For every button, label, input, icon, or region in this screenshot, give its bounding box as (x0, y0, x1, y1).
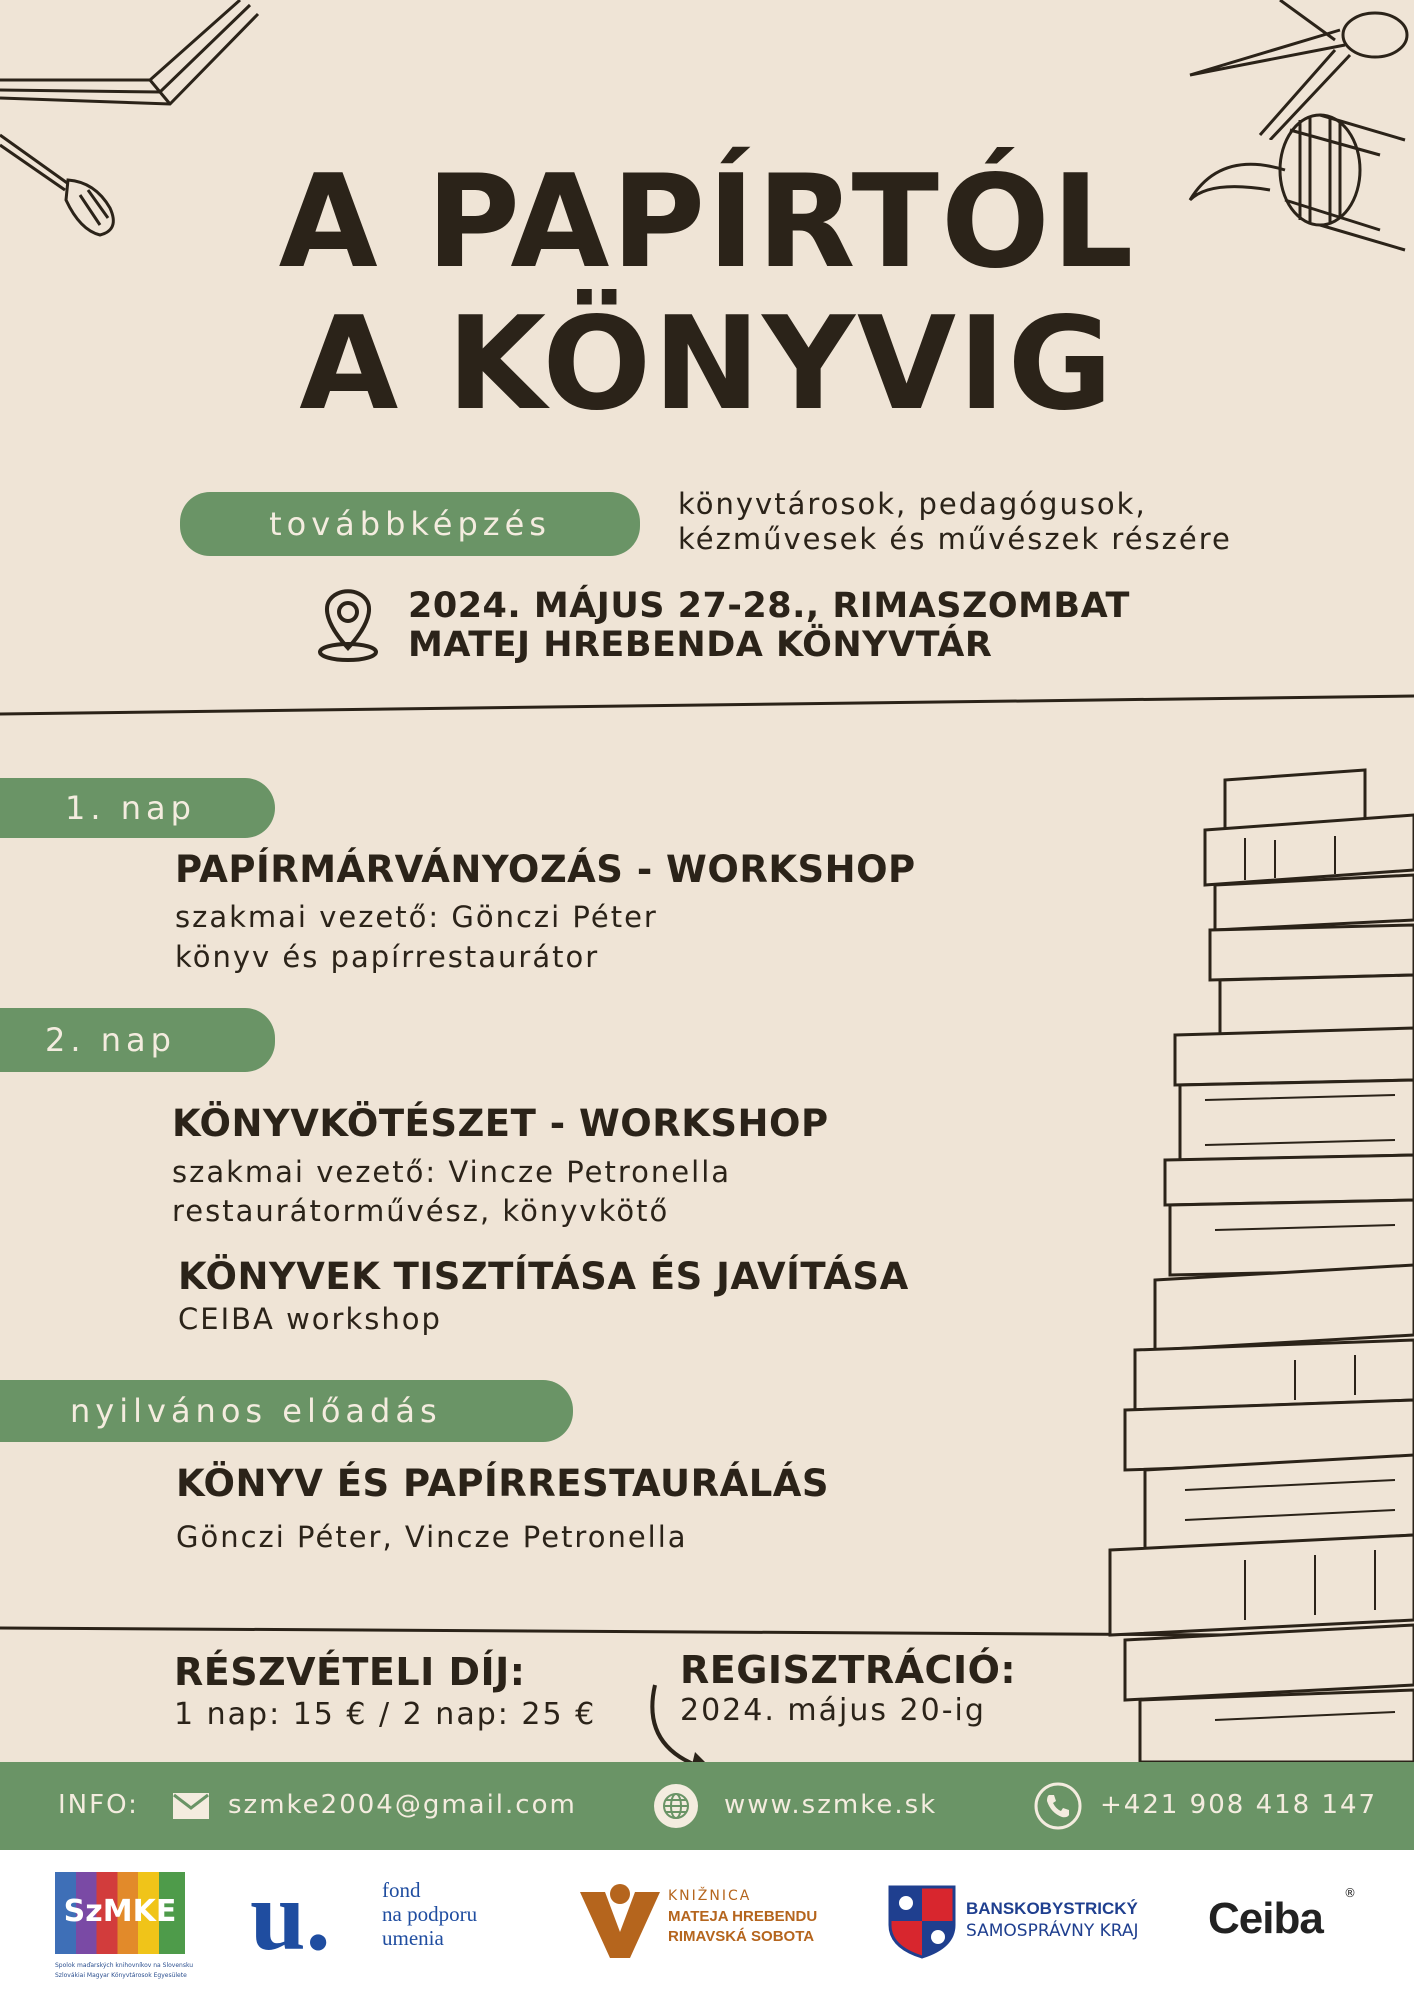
bbsk-logo (888, 1885, 1158, 1960)
location-pin-icon (315, 588, 381, 664)
day2-badge (0, 1008, 275, 1072)
lecture-badge (0, 1380, 573, 1442)
phone-icon (1034, 1782, 1082, 1830)
szmke-logo-small2: Szlovákiai Magyar Könyvtárosok Egyesülete (55, 1972, 187, 1979)
globe-icon (652, 1782, 700, 1830)
fpu-logo-mark: u. (250, 1860, 331, 1971)
szmke-logo-text: SzMKE (63, 1894, 177, 1929)
book-stack-illustration (1095, 760, 1414, 1762)
info-label: INFO: (58, 1790, 139, 1820)
day1-badge (0, 778, 275, 838)
audience-line1: könyvtárosok, pedagógusok, (678, 487, 1147, 521)
lecture-label: nyilvános előadás (70, 1392, 442, 1430)
day1-leader: szakmai vezető: Gönczi Péter (175, 900, 658, 934)
fpu-logo-line2: na podporu (382, 1902, 478, 1926)
fpu-logo-line1: fond (382, 1878, 421, 1902)
library-logo-line2: MATEJA HREBENDU (668, 1908, 818, 1925)
info-phone[interactable]: +421 908 418 147 (1100, 1790, 1378, 1820)
day2-leader: szakmai vezető: Vincze Petronella (172, 1155, 732, 1189)
day1-label: 1. nap (65, 789, 196, 827)
ceiba-logo-registered: ® (1344, 1886, 1356, 1900)
szmke-logo (55, 1872, 194, 1992)
sponsor-logos (0, 1850, 1414, 2000)
info-bar (0, 1762, 1414, 1850)
info-email[interactable]: szmke2004@gmail.com (228, 1790, 577, 1820)
library-logo-line3: RIMAVSKÁ SOBOTA (668, 1928, 815, 1945)
registration-value: 2024. május 20-ig (680, 1693, 986, 1728)
email-icon (172, 1792, 210, 1820)
page-title-line2: A KÖNYVIG (299, 290, 1115, 439)
day2-workshop-title: KÖNYVKÖTÉSZET - WORKSHOP (172, 1102, 829, 1145)
course-type-badge (180, 492, 640, 556)
info-website[interactable]: www.szmke.sk (724, 1790, 938, 1820)
ceiba-logo-text: Ceiba (1208, 1894, 1323, 1943)
course-type-label: továbbképzés (269, 505, 551, 543)
day2-role: restaurátorművész, könyvkötő (172, 1194, 670, 1228)
library-logo (580, 1882, 840, 1962)
bbsk-logo-line2: SAMOSPRÁVNY KRAJ (966, 1921, 1139, 1941)
day1-workshop-title: PAPÍRMÁRVÁNYOZÁS - WORKSHOP (175, 848, 916, 891)
day2-label: 2. nap (45, 1021, 176, 1059)
szmke-logo-small1: Spolok maďarských knihovníkov na Slovensku (55, 1962, 194, 1969)
location-date: 2024. MÁJUS 27-28., RIMASZOMBAT (408, 586, 1130, 626)
day1-role: könyv és papírrestaurátor (175, 940, 600, 974)
library-logo-line1: KNIŽNICA (668, 1888, 752, 1904)
fpu-logo-line3: umenia (382, 1926, 444, 1950)
divider-top (0, 690, 1414, 720)
ceiba-logo (1208, 1886, 1358, 1954)
fee-label: RÉSZVÉTELI DÍJ: (174, 1650, 526, 1694)
lecture-speakers: Gönczi Péter, Vincze Petronella (176, 1520, 688, 1554)
book-corner-illustration (0, 0, 260, 130)
fpu-logo (250, 1860, 530, 1971)
lecture-title: KÖNYV ÉS PAPÍRRESTAURÁLÁS (176, 1462, 830, 1505)
bbsk-logo-line1: BANSKOBYSTRICKÝ (966, 1899, 1138, 1918)
location-venue: MATEJ HREBENDA KÖNYVTÁR (408, 625, 993, 665)
fee-value: 1 nap: 15 € / 2 nap: 25 € (174, 1697, 597, 1732)
day2-cleaning-title: KÖNYVEK TISZTÍTÁSA ÉS JAVÍTÁSA (178, 1255, 909, 1298)
coat-of-arms-icon (888, 1885, 956, 1959)
day2-ceiba-workshop: CEIBA workshop (178, 1302, 442, 1336)
audience-line2: kézművesek és művészek részére (678, 522, 1232, 556)
page-title-line1: A PAPÍRTÓL (278, 148, 1136, 297)
registration-label: REGISZTRÁCIÓ: (680, 1648, 1017, 1692)
library-logo-mark (580, 1882, 660, 1958)
